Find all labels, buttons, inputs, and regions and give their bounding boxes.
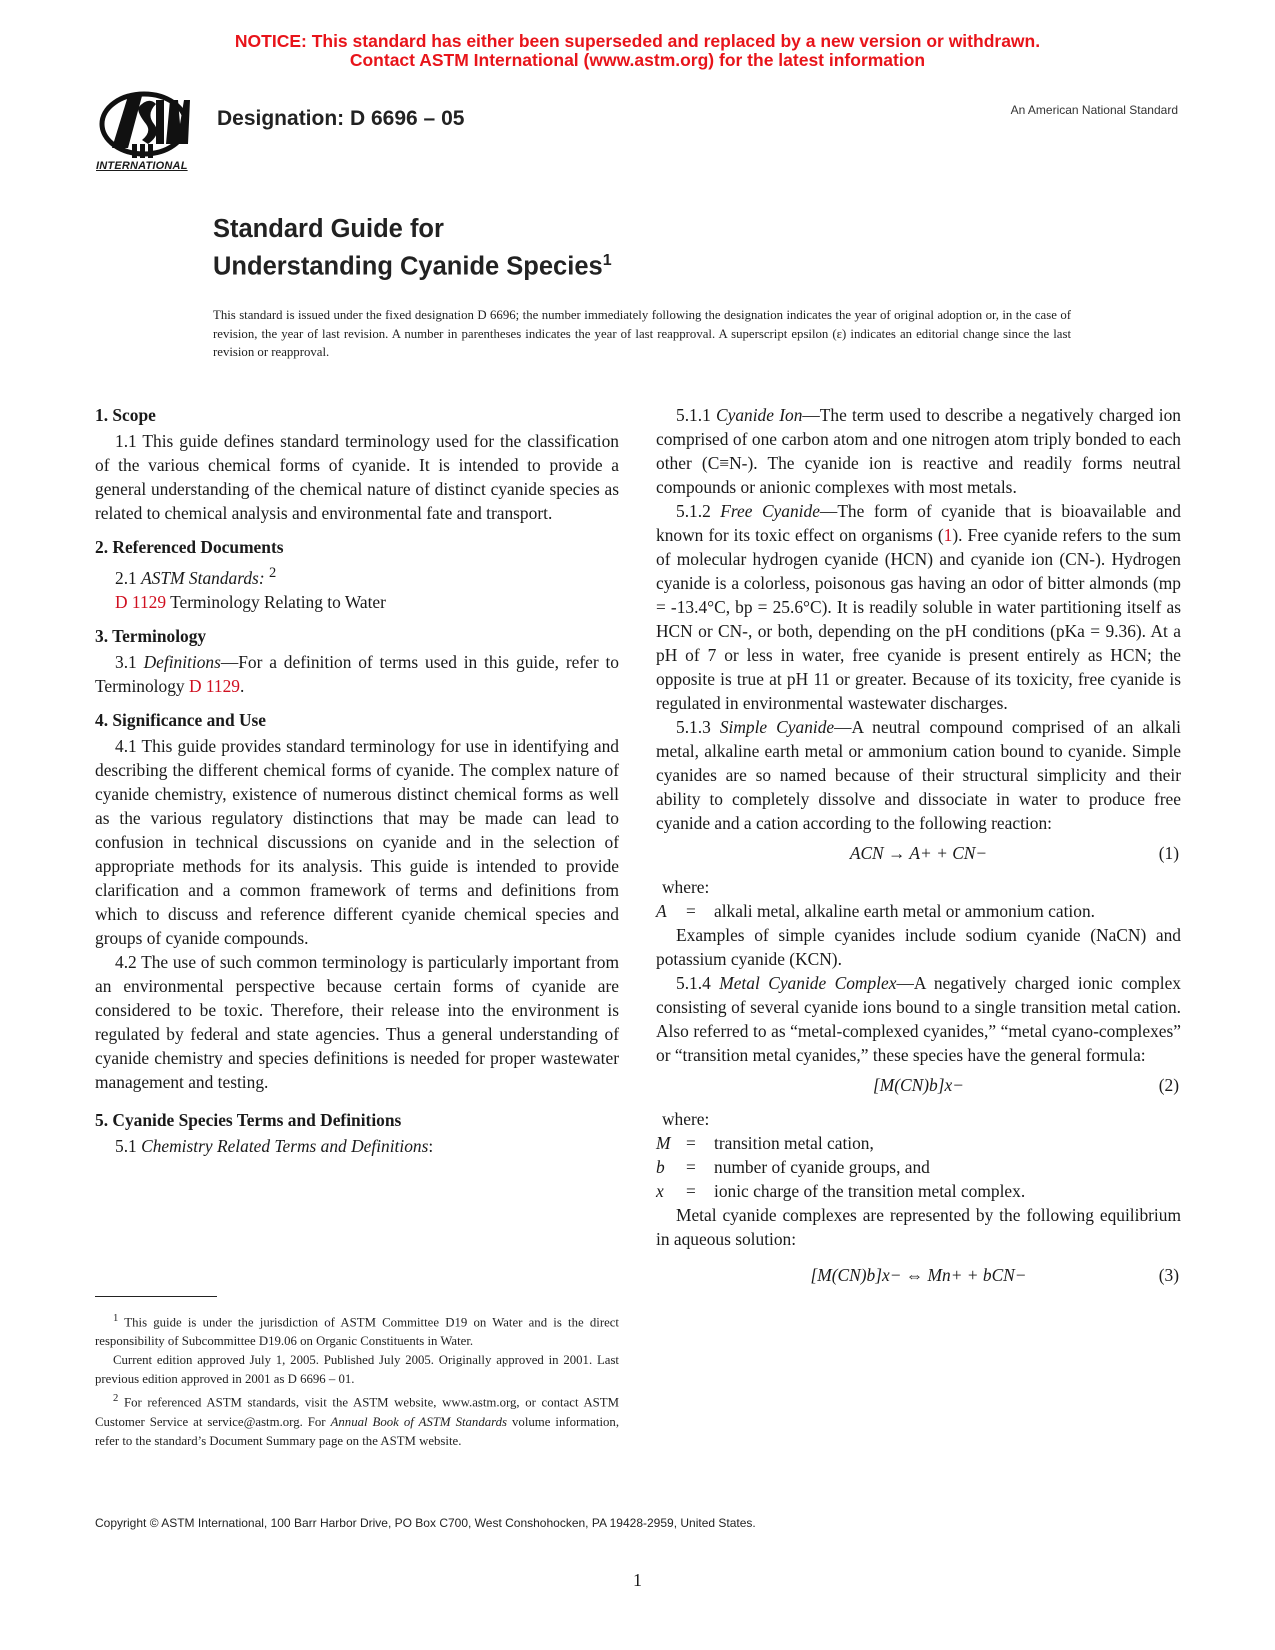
footnotes	[95, 1309, 619, 1451]
where-1: where:	[662, 877, 710, 897]
national-standard-label: An American National Standard	[1010, 103, 1178, 117]
issued-note: This standard is issued under the fixed designation D 6696; the number immediately following the designation indicates the year of original adoption or, in the case of revision, the year of last revision. A number in parentheses indicates the year of last reapproval. A superscript epsilon (ε) indicates an editorial change since the last revision or reapproval.	[213, 308, 1071, 359]
footnote-1: $^1$ This guide is under the jurisdiction of ASTM Committee D19 on Water and is the direct responsibility of Subcommittee D19.06 on Organic Constituents in Water.	[95, 1313, 619, 1349]
left-column	[95, 403, 619, 1158]
footnote-rule	[95, 1296, 217, 1297]
document-title	[213, 214, 612, 283]
equilibrium-paragraph: Metal cyanide complexes are represented by the following equilibrium in aqueous solution:	[656, 1205, 1181, 1249]
designation: Designation: D 6696 – 05	[217, 107, 465, 130]
withdrawn-notice	[0, 32, 1275, 70]
section-1-heading: 1. Scope	[95, 405, 156, 425]
where-2: where:	[662, 1109, 710, 1129]
examples-paragraph: Examples of simple cyanides include sodium cyanide (NaCN) and potassium cyanide (KCN).	[656, 925, 1181, 969]
d1129-link-2[interactable]: D 1129	[188, 675, 240, 696]
notice-line-1: NOTICE: This standard has either been superseded and replaced by a new version or withdrawn.	[234, 31, 1041, 51]
equation-1-number: (1)	[1158, 843, 1179, 863]
title-line-1: Standard Guide for	[213, 215, 444, 243]
definition-M: M = transition metal cation,	[656, 1133, 874, 1153]
definition-A: A = alkali metal, alkaline earth metal or ammonium cation.	[656, 901, 1096, 921]
para-5-1-3: 5.1.3 Simple Cyanide—A neutral compound comprised of an alkali metal, alkaline earth metal or ammonium cation bound to cyanide. Simple cyanides are so named because of their structural simplicity and their ability to completely dissolve and dissociate in water to produce free cyanide and a cation according to the following reaction:	[656, 717, 1181, 833]
para-2-1: 2.1 ASTM Standards: $^2$	[115, 565, 277, 588]
para-1-1: 1.1 This guide defines standard terminology used for the classification of the various chemical forms of cyanide. It is intended to provide a general understanding of the chemical nature of distinct cyanide species as related to chemical analysis and environmental fate and transport.	[95, 431, 619, 523]
para-5-1-4: 5.1.4 Metal Cyanide Complex—A negatively charged ionic complex consisting of several cyanide ions bound to a single transition metal cation. Also referred to as “metal-complexed cyanides,” “metal cyano-complexes” or “transition metal cyanides,” these species have the general formula:	[656, 973, 1181, 1065]
equation-1-expr: ACN → A+ + CN−	[849, 843, 988, 863]
title-line-2	[213, 245, 612, 283]
section-3-heading: 3. Terminology	[95, 625, 207, 646]
equation-2	[656, 1073, 1181, 1099]
section-5-heading: 5. Cyanide Species Terms and Definitions	[95, 1109, 402, 1130]
astm-logo	[92, 88, 198, 180]
title-main: Understanding Cyanide Species	[213, 252, 603, 281]
equation-3-number: (3)	[1158, 1265, 1179, 1285]
equation-3-expr: [M(CN)b]x− ⇔ Mn+ + bCN−	[810, 1265, 1027, 1285]
logo-wordmark: INTERNATIONAL	[96, 160, 188, 172]
para-5-1: 5.1 Chemistry Related Terms and Definitions:	[115, 1135, 434, 1156]
para-3-1: 3.1 Definitions—For a definition of terms used in this guide, refer to Terminology D 1129.	[95, 651, 619, 696]
para-4-2: 4.2 The use of such common terminology is particularly important from an environmental perspective because certain forms of cyanide are considered to be toxic. Therefore, their release into the environment is regulated by federal and state agencies. Thus a general understanding of cyanide chemistry and species definitions is needed for proper wastewater management and testing.	[95, 951, 619, 1092]
title-footnote-mark: 1	[602, 252, 612, 269]
right-column	[656, 403, 1181, 1297]
reference-d1129: D 1129 Terminology Relating to Water	[115, 591, 386, 612]
definition-x: x = ionic charge of the transition metal complex.	[656, 1181, 1026, 1201]
para-4-1: 4.1 This guide provides standard terminology for use in identifying and describing the different chemical forms of cyanide. The complex nature of cyanide chemistry, existence of numerous distinct chemical forms as well as the various regulatory distinctions that may be made can lead to confusion in technical discussions on cyanide and in the selection of appropriate methods for its analysis. This guide is intended to provide clarification and a common framework of terms and definitions from which to discuss and reference different cyanide chemical species and groups of cyanide compounds.	[95, 735, 619, 948]
footnote-1-edition: Current edition approved July 1, 2005. Published July 2005. Originally approved in 2001. Last previous edition approved in 2001 as D 6696 – 01.	[95, 1353, 619, 1387]
equation-1	[656, 841, 1181, 867]
notice-line-2: Contact ASTM International (www.astm.org) for the latest information	[349, 50, 926, 70]
footnote-2: $^2$ For referenced ASTM standards, visit the ASTM website, www.astm.org, or contact ASTM Customer Service at service@astm.org. For Annual Book of ASTM Standards volume information, refer to the standard’s Document Summary page on the ASTM website.	[95, 1393, 620, 1448]
page-number: 1	[633, 1570, 642, 1590]
reference-1-link[interactable]: 1	[943, 525, 953, 545]
para-5-1-2: 5.1.2 Free Cyanide—The form of cyanide that is bioavailable and known for its toxic effect on organisms (1). Free cyanide refers to the sum of molecular hydrogen cyanide (HCN) and cyanide ion (CN-). Hydrogen cyanide is a colorless, poisonous gas having an odor of bitter almonds (mp = -13.4°C, bp = 25.6°C). It is readily soluble in water partitioning itself as HCN or CN-, or both, depending on the pH conditions (pKa = 9.36). At a pH of 7 or less in water, free cyanide is present entirely as HCN; the opposite is true at pH 11 or greater. Because of its toxicity, free cyanide is regulated in environmental wastewater discharges.	[656, 501, 1181, 713]
d1129-link[interactable]: D 1129	[115, 591, 167, 612]
equation-2-number: (2)	[1158, 1075, 1179, 1095]
equation-3	[656, 1263, 1181, 1289]
copyright: Copyright © ASTM International, 100 Barr Harbor Drive, PO Box C700, West Conshohocken, PA 19428-2959, United States.	[95, 1516, 756, 1530]
section-4-heading: 4. Significance and Use	[95, 709, 267, 730]
para-5-1-1: 5.1.1 Cyanide Ion—The term used to describe a negatively charged ion comprised of one carbon atom and one nitrogen atom triply bonded to each other (C≡N-). The cyanide ion is reactive and readily forms neutral compounds or anionic complexes with most metals.	[656, 405, 1181, 497]
equation-2-expr: [M(CN)b]x−	[873, 1075, 964, 1095]
definition-b: b = number of cyanide groups, and	[656, 1157, 930, 1177]
section-2-heading: 2. Referenced Documents	[95, 537, 284, 557]
